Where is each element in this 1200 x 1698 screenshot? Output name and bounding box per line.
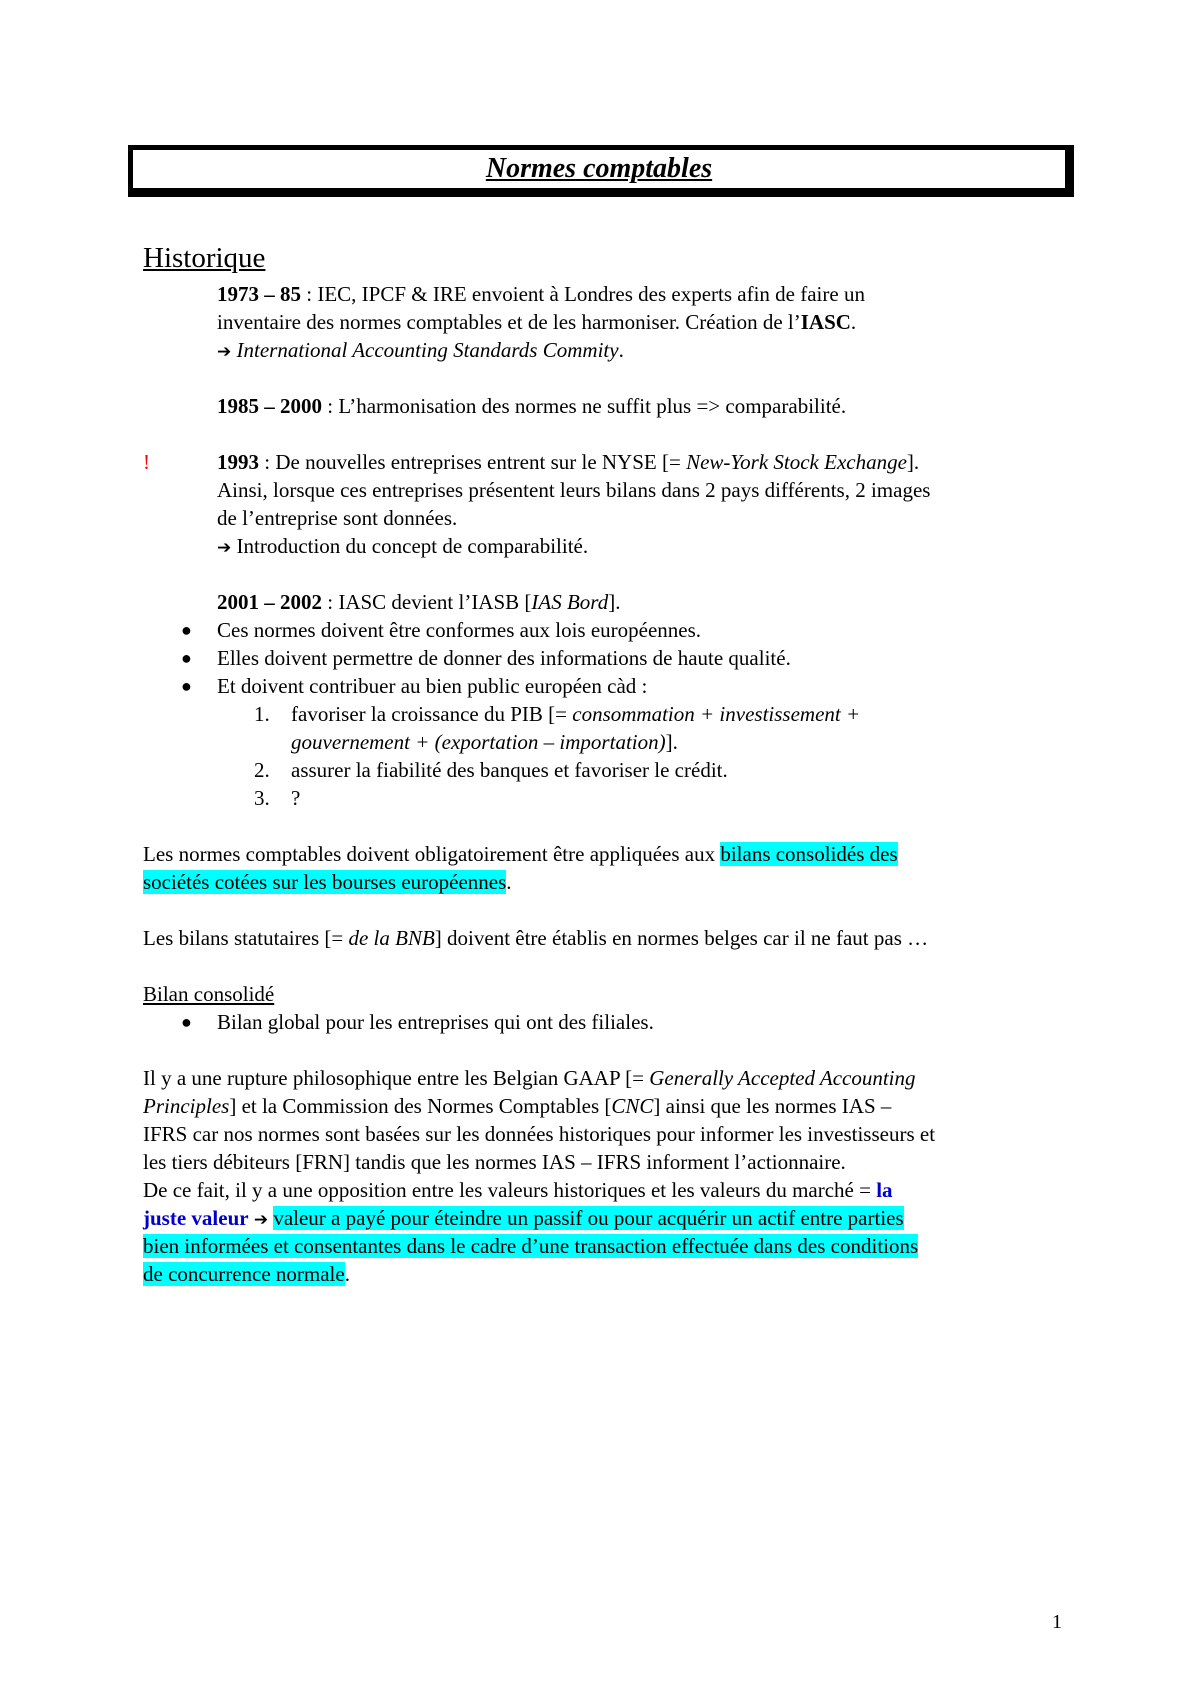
- p5-text-1a: Les normes comptables doivent obligatoirement être appliquées aux: [143, 842, 721, 866]
- p2-text: : L’harmonisation des normes ne suffit plus => comparabilité.: [322, 394, 847, 418]
- p8-line-6: [143, 1204, 904, 1234]
- p3-text-1a: : De nouvelles entreprises entrent sur le NYSE [=: [259, 450, 687, 474]
- exclamation-mark-icon: !: [143, 450, 150, 474]
- p2-date: 1985 – 2000: [217, 394, 322, 418]
- p1-text-2a: inventaire des normes comptables et de les harmoniser. Création de l’: [217, 310, 801, 334]
- p6-line-1: [143, 924, 928, 952]
- list-item-text: Et doivent contribuer au bien public européen càd :: [217, 674, 648, 698]
- p3-line-3: de l’entreprise sont données.: [217, 506, 458, 530]
- bullet-icon: ●: [181, 676, 192, 696]
- list-item-text: Elles doivent permettre de donner des informations de haute qualité.: [217, 646, 791, 670]
- list-item-text: Ces normes doivent être conformes aux lois européennes.: [217, 618, 702, 642]
- p4-iasb-expansion: IAS Bord: [531, 590, 609, 614]
- p5-highlight-2: sociétés cotées sur les bourses européennes: [143, 870, 507, 894]
- p8-l8b: .: [344, 1262, 350, 1286]
- item-2-text: assurer la fiabilité des banques et favoriser le crédit.: [291, 758, 728, 782]
- p4-line-1: [217, 588, 620, 616]
- p4-text-1a: : IASC devient l’IASB [: [322, 590, 532, 614]
- p1-date: 1973 – 85: [217, 282, 301, 306]
- p1-iasc: IASC: [800, 310, 851, 334]
- p8-highlight-2: bien informées et consentantes dans le cadre d’une transaction effectuée dans des conditions: [143, 1234, 919, 1258]
- arrow-right-icon: ➔: [217, 342, 232, 362]
- p8-line-7: [143, 1232, 918, 1260]
- p8-highlight-3: de concurrence normale: [143, 1262, 345, 1286]
- p8-l5a: De ce fait, il y a une opposition entre les valeurs historiques et les valeurs du marché =: [143, 1178, 877, 1202]
- item-3-text: ?: [291, 786, 301, 810]
- item-number: 1.: [254, 702, 270, 726]
- subheading-bilan-consolide: Bilan consolidé: [143, 982, 275, 1006]
- p1-text: : IEC, IPCF & IRE envoient à Londres des experts afin de faire un: [301, 282, 865, 306]
- p8-line-2: [143, 1092, 891, 1120]
- p4-date: 2001 – 2002: [217, 590, 322, 614]
- p8-line-3: IFRS car nos normes sont basées sur les données historiques pour informer les investisseurs et: [143, 1122, 936, 1146]
- p8-l2c: CNC: [611, 1094, 654, 1118]
- p1-line-2: [217, 308, 856, 336]
- arrow-right-icon: ➔: [253, 1210, 269, 1230]
- title-box: [128, 145, 1074, 197]
- p3-text-4: Introduction du concept de comparabilité.: [231, 534, 589, 558]
- p8-l1b: Generally Accepted Accounting: [649, 1066, 916, 1090]
- p5-line-2: [143, 868, 512, 896]
- p8-l2b: ] et la Commission des Normes Comptables [: [229, 1094, 612, 1118]
- p8-line-8: [143, 1260, 350, 1288]
- document-title: Normes comptables: [485, 153, 713, 184]
- p1-iasc-expansion: International Accounting Standards Commity: [231, 338, 619, 362]
- p3-date: 1993: [217, 450, 259, 474]
- p5-line-1: [143, 840, 898, 868]
- p1-text-3b: .: [618, 338, 624, 362]
- p8-highlight-1: valeur a payé pour éteindre un passif ou pour acquérir un actif entre parties: [273, 1206, 904, 1230]
- item-number: 3.: [254, 786, 270, 810]
- item-1-c: gouvernement + (exportation – importation): [291, 730, 666, 754]
- item-1-a: favoriser la croissance du PIB [=: [291, 702, 573, 726]
- p3-nyse-expansion: New-York Stock Exchange: [686, 450, 907, 474]
- p5-highlight-1: bilans consolidés des: [720, 842, 898, 866]
- p8-l1a: Il y a une rupture philosophique entre les Belgian GAAP [=: [143, 1066, 650, 1090]
- item-1-b: consommation + investissement +: [572, 702, 861, 726]
- p3-line-2: Ainsi, lorsque ces entreprises présentent leurs bilans dans 2 pays différents, 2 images: [217, 478, 931, 502]
- p1-line-3: [217, 336, 624, 366]
- p8-line-4: les tiers débiteurs [FRN] tandis que les normes IAS – IFRS informent l’actionnaire.: [143, 1150, 846, 1174]
- page-number: 1: [1052, 1611, 1062, 1633]
- p6-text-3: ] doivent être établis en normes belges car il ne faut pas …: [434, 926, 929, 950]
- item-number: 2.: [254, 758, 270, 782]
- item-1-d: ].: [665, 730, 678, 754]
- item-1-text: [291, 700, 860, 728]
- p1-text-2c: .: [850, 310, 857, 334]
- p6-text-1: Les bilans statutaires [=: [143, 926, 349, 950]
- p8-line-1: [143, 1064, 916, 1092]
- list-item-text: Bilan global pour les entreprises qui ont des filiales.: [217, 1010, 654, 1034]
- p8-l2d: ] ainsi que les normes IAS –: [653, 1094, 892, 1118]
- p6-text-2: de la BNB: [348, 926, 435, 950]
- p3-line-4: [217, 532, 588, 562]
- p1-line-1: [217, 280, 865, 308]
- section-heading-historique: Historique: [143, 242, 266, 274]
- p8-juste-valeur-2: juste valeur: [143, 1206, 249, 1230]
- arrow-right-icon: ➔: [217, 538, 232, 558]
- p4-text-1c: ].: [608, 590, 621, 614]
- p8-line-5: [143, 1176, 893, 1204]
- p3-text-1c: ].: [906, 450, 920, 474]
- bullet-icon: ●: [181, 620, 192, 640]
- numbered-item-1-cont: [291, 728, 678, 756]
- bullet-icon: ●: [181, 648, 192, 668]
- p8-l2a: Principles: [143, 1094, 230, 1118]
- p8-juste-valeur-1: la: [876, 1178, 893, 1202]
- bullet-icon: ●: [181, 1012, 192, 1032]
- p2-line-1: [217, 392, 846, 420]
- p5-text-2b: .: [506, 870, 512, 894]
- p3-line-1-text: [217, 448, 919, 476]
